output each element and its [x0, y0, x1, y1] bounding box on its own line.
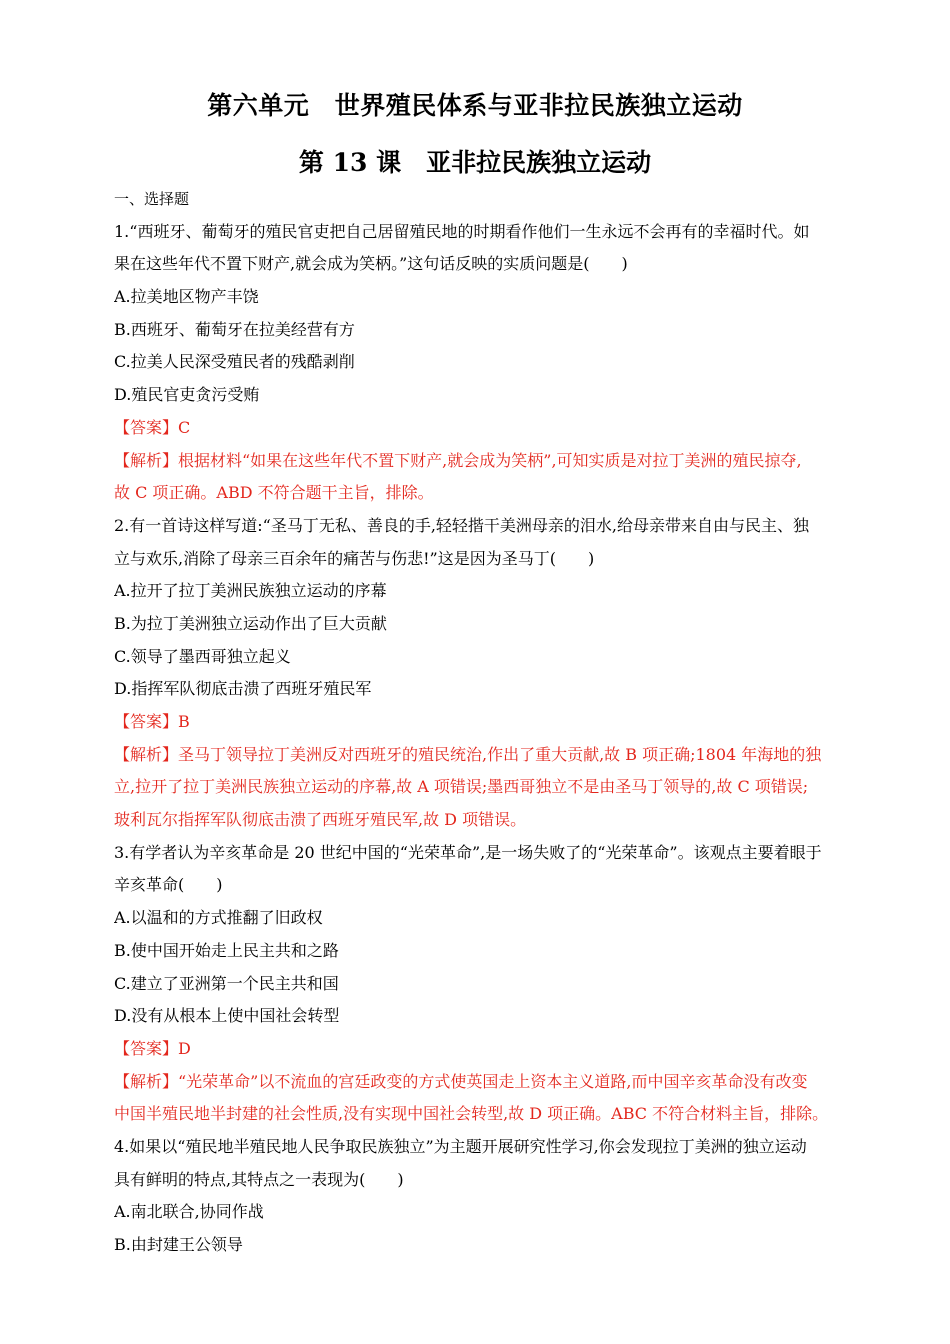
question-3: [114, 837, 840, 1131]
analysis-line: 中国半殖民地半封建的社会性质,没有实现中国社会转型,故 D 项正确。ABC 不符合材料主旨，排除。: [114, 1104, 829, 1124]
section-heading: 一、选择题: [114, 190, 190, 208]
question-stem-line: 1.“西班牙、葡萄牙的殖民官吏把自己居留殖民地的时期看作他们一生永远不会再有的幸福时代。如: [114, 221, 810, 241]
analysis-line: 故 C 项正确。ABD 不符合题干主旨，排除。: [114, 483, 434, 503]
question-1: [114, 216, 840, 510]
analysis-line: 【解析】圣马丁领导拉丁美洲反对西班牙的殖民统治,作出了重大贡献,故 B 项正确;1804 年海地的独: [114, 744, 822, 764]
question-stem-line: 辛亥革命( ): [114, 875, 223, 895]
analysis-line: 【解析】“光荣革命”以不流血的宫廷政变的方式使英国走上资本主义道路,而中国辛亥革命没有改变: [114, 1071, 808, 1091]
lesson-title: 第 13 课 亚非拉民族独立运动: [298, 148, 652, 177]
option-c: C.领导了墨西哥独立起义: [114, 646, 291, 666]
option-d: D.殖民官吏贪污受贿: [114, 385, 260, 405]
question-stem-line: 4.如果以“殖民地半殖民地人民争取民族独立”为主题开展研究性学习,你会发现拉丁美洲的独立运动: [114, 1136, 807, 1156]
option-a: A.南北联合,协同作战: [114, 1202, 264, 1222]
question-stem-line: 2.有一首诗这样写道:“圣马丁无私、善良的手,轻轻揩干美洲母亲的泪水,给母亲带来自由与民主、独: [114, 515, 810, 535]
question-4: [114, 1131, 840, 1262]
question-2: [114, 510, 840, 837]
answer: 【答案】D: [114, 1038, 191, 1058]
option-a: A.拉美地区物产丰饶: [114, 287, 259, 307]
question-stem-line: 果在这些年代不置下财产,就会成为笑柄。”这句话反映的实质问题是( ): [114, 254, 628, 274]
option-a: A.拉开了拉丁美洲民族独立运动的序幕: [114, 581, 387, 601]
answer: 【答案】B: [114, 712, 190, 731]
question-stem-line: 3.有学者认为辛亥革命是 20 世纪中国的“光荣革命”,是一场失败了的“光荣革命”。该观点主要着眼于: [114, 842, 822, 862]
option-b: B.为拉丁美洲独立运动作出了巨大贡献: [114, 613, 387, 633]
unit-title: 第六单元 世界殖民体系与亚非拉民族独立运动: [207, 91, 743, 120]
option-b: B.西班牙、葡萄牙在拉美经营有方: [114, 319, 355, 339]
option-c: C.建立了亚洲第一个民主共和国: [114, 973, 339, 993]
option-b: B.使中国开始走上民主共和之路: [114, 940, 339, 960]
analysis-line: 玻利瓦尔指挥军队彻底击溃了西班牙殖民军,故 D 项错误。: [114, 810, 527, 830]
option-b: B.由封建王公领导: [114, 1235, 243, 1254]
option-a: A.以温和的方式推翻了旧政权: [114, 908, 323, 928]
analysis-line: 立,拉开了拉丁美洲民族独立运动的序幕,故 A 项错误;墨西哥独立不是由圣马丁领导的,故 C 项错误;: [114, 777, 809, 797]
question-list: [114, 183, 840, 1262]
question-stem-line: 立与欢乐,消除了母亲三百余年的痛苦与伤悲!”这是因为圣马丁( ): [114, 548, 595, 568]
question-stem-line: 具有鲜明的特点,其特点之一表现为( ): [114, 1169, 404, 1189]
option-c: C.拉美人民深受殖民者的残酷剥削: [114, 352, 355, 372]
answer: 【答案】C: [114, 417, 191, 437]
analysis-line: 【解析】根据材料“如果在这些年代不置下财产,就会成为笑柄”,可知实质是对拉丁美洲的殖民掠夺,: [114, 450, 802, 470]
option-d: D.没有从根本上使中国社会转型: [114, 1006, 340, 1026]
option-d: D.指挥军队彻底击溃了西班牙殖民军: [114, 679, 372, 699]
